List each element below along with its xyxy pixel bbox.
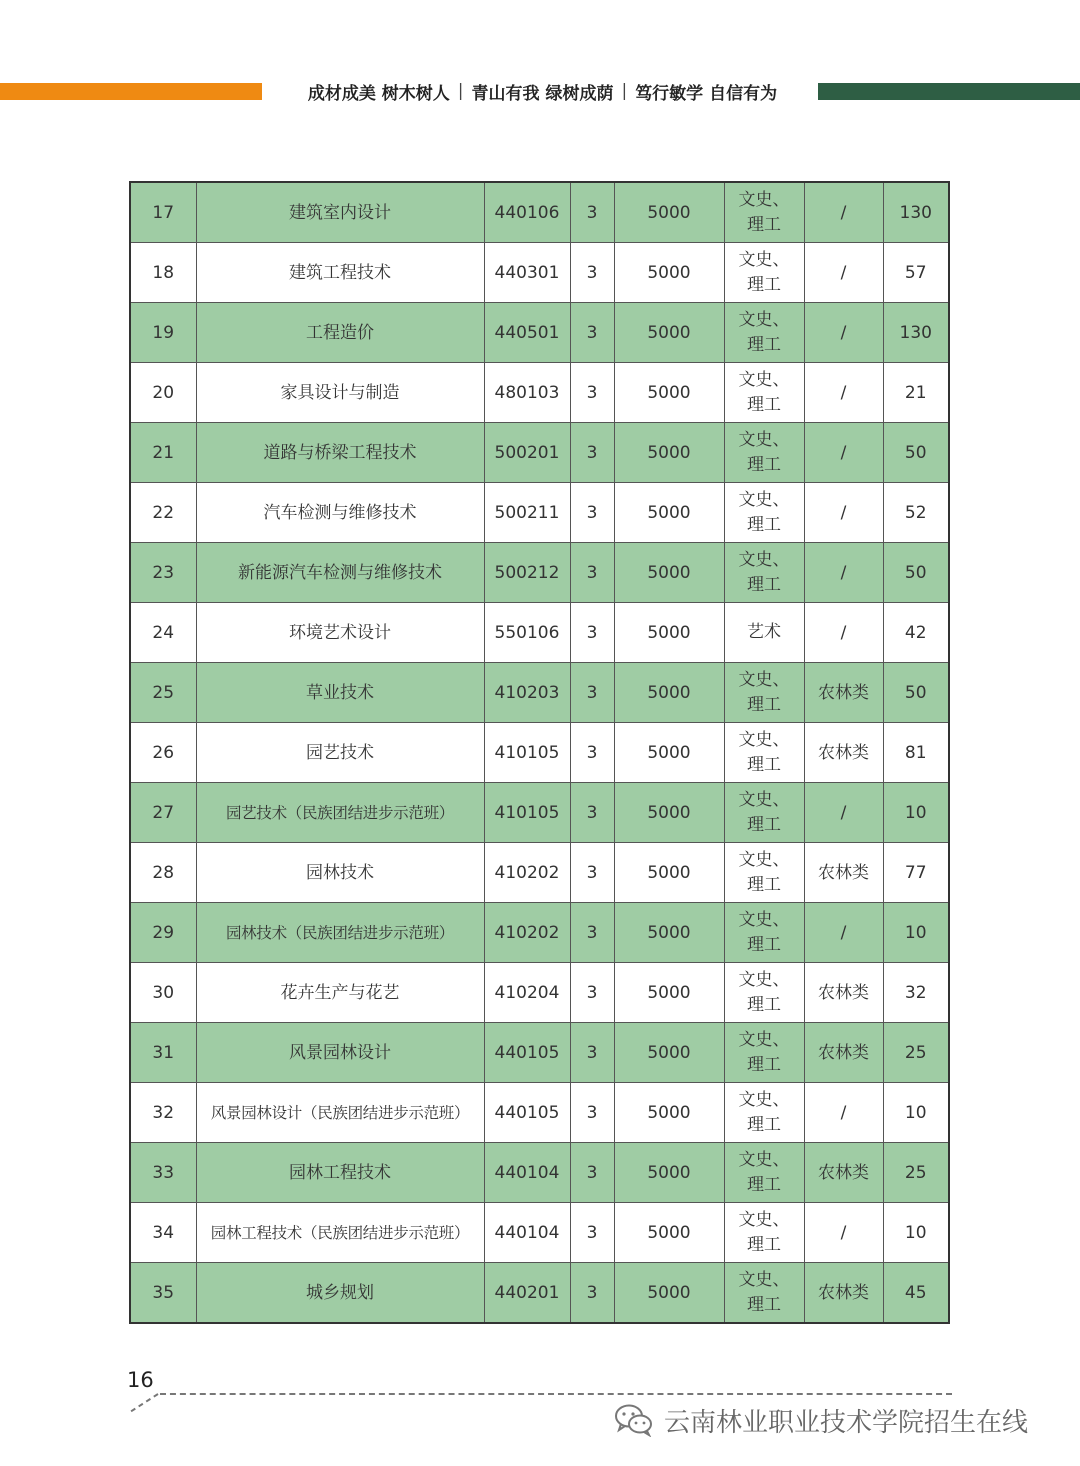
study-years-cell: 3 bbox=[570, 663, 614, 723]
tuition-fee-cell: 5000 bbox=[614, 243, 724, 303]
table-row bbox=[130, 303, 949, 363]
major-code-cell: 410105 bbox=[484, 783, 570, 843]
study-years-cell: 3 bbox=[570, 843, 614, 903]
major-type-cell: / bbox=[804, 783, 883, 843]
major-name-cell: 园林工程技术（民族团结进步示范班） bbox=[196, 1203, 484, 1263]
majors-table bbox=[129, 181, 950, 1324]
enrollment-quota-cell: 50 bbox=[883, 543, 949, 603]
table-row bbox=[130, 1203, 949, 1263]
major-type-cell: / bbox=[804, 1083, 883, 1143]
study-years-cell: 3 bbox=[570, 423, 614, 483]
subject-category-cell: 文史、 理工 bbox=[724, 1143, 804, 1203]
table-row bbox=[130, 363, 949, 423]
table-row bbox=[130, 483, 949, 543]
study-years-cell: 3 bbox=[570, 903, 614, 963]
enrollment-quota-cell: 50 bbox=[883, 423, 949, 483]
study-years-cell: 3 bbox=[570, 1083, 614, 1143]
table-row bbox=[130, 182, 949, 243]
tuition-fee-cell: 5000 bbox=[614, 843, 724, 903]
enrollment-quota-cell: 10 bbox=[883, 1083, 949, 1143]
major-type-cell: 农林类 bbox=[804, 843, 883, 903]
tuition-fee-cell: 5000 bbox=[614, 423, 724, 483]
study-years-cell: 3 bbox=[570, 723, 614, 783]
tuition-fee-cell: 5000 bbox=[614, 182, 724, 243]
study-years-cell: 3 bbox=[570, 483, 614, 543]
major-name-cell: 道路与桥梁工程技术 bbox=[196, 423, 484, 483]
slogan-part-3: 笃行敏学 自信有为 bbox=[635, 83, 778, 104]
major-code-cell: 480103 bbox=[484, 363, 570, 423]
major-name-cell: 园林工程技术 bbox=[196, 1143, 484, 1203]
table-row bbox=[130, 663, 949, 723]
major-code-cell: 500212 bbox=[484, 543, 570, 603]
enrollment-quota-cell: 21 bbox=[883, 363, 949, 423]
enrollment-quota-cell: 10 bbox=[883, 783, 949, 843]
table-row bbox=[130, 1083, 949, 1143]
major-code-cell: 410202 bbox=[484, 903, 570, 963]
tuition-fee-cell: 5000 bbox=[614, 663, 724, 723]
tuition-fee-cell: 5000 bbox=[614, 363, 724, 423]
footer-credit-text: 云南林业职业技术学院招生在线 bbox=[664, 1407, 1029, 1438]
major-code-cell: 550106 bbox=[484, 603, 570, 663]
enrollment-quota-cell: 42 bbox=[883, 603, 949, 663]
study-years-cell: 3 bbox=[570, 1263, 614, 1324]
major-code-cell: 500211 bbox=[484, 483, 570, 543]
major-code-cell: 440104 bbox=[484, 1143, 570, 1203]
row-number-cell: 32 bbox=[130, 1083, 196, 1143]
row-number-cell: 23 bbox=[130, 543, 196, 603]
major-name-cell: 新能源汽车检测与维修技术 bbox=[196, 543, 484, 603]
study-years-cell: 3 bbox=[570, 303, 614, 363]
header-slogan bbox=[270, 76, 815, 106]
major-name-cell: 风景园林设计 bbox=[196, 1023, 484, 1083]
slogan-part-1: 成材成美 树木树人 bbox=[307, 83, 450, 104]
row-number-cell: 33 bbox=[130, 1143, 196, 1203]
row-number-cell: 22 bbox=[130, 483, 196, 543]
major-type-cell: / bbox=[804, 1203, 883, 1263]
major-type-cell: 农林类 bbox=[804, 1023, 883, 1083]
major-name-cell: 建筑室内设计 bbox=[196, 182, 484, 243]
subject-category-cell: 文史、 理工 bbox=[724, 723, 804, 783]
tuition-fee-cell: 5000 bbox=[614, 1203, 724, 1263]
row-number-cell: 19 bbox=[130, 303, 196, 363]
subject-category-cell: 文史、 理工 bbox=[724, 303, 804, 363]
enrollment-quota-cell: 81 bbox=[883, 723, 949, 783]
major-name-cell: 家具设计与制造 bbox=[196, 363, 484, 423]
slogan-separator: | bbox=[621, 81, 628, 101]
slogan-separator: | bbox=[457, 81, 464, 101]
major-name-cell: 园林技术 bbox=[196, 843, 484, 903]
major-type-cell: 农林类 bbox=[804, 963, 883, 1023]
study-years-cell: 3 bbox=[570, 1023, 614, 1083]
major-code-cell: 440106 bbox=[484, 182, 570, 243]
subject-category-cell: 文史、 理工 bbox=[724, 1083, 804, 1143]
slogan-part-2: 青山有我 绿树成荫 bbox=[471, 83, 614, 104]
subject-category-cell: 文史、 理工 bbox=[724, 843, 804, 903]
major-type-cell: 农林类 bbox=[804, 723, 883, 783]
major-code-cell: 440301 bbox=[484, 243, 570, 303]
row-number-cell: 31 bbox=[130, 1023, 196, 1083]
table-row bbox=[130, 1143, 949, 1203]
study-years-cell: 3 bbox=[570, 603, 614, 663]
major-code-cell: 440201 bbox=[484, 1263, 570, 1324]
enrollment-quota-cell: 130 bbox=[883, 182, 949, 243]
major-name-cell: 工程造价 bbox=[196, 303, 484, 363]
subject-category-cell: 文史、 理工 bbox=[724, 182, 804, 243]
row-number-cell: 17 bbox=[130, 182, 196, 243]
major-name-cell: 汽车检测与维修技术 bbox=[196, 483, 484, 543]
table-row bbox=[130, 963, 949, 1023]
row-number-cell: 24 bbox=[130, 603, 196, 663]
subject-category-cell: 文史、 理工 bbox=[724, 1263, 804, 1324]
major-name-cell: 环境艺术设计 bbox=[196, 603, 484, 663]
table-row bbox=[130, 423, 949, 483]
subject-category-cell: 文史、 理工 bbox=[724, 1023, 804, 1083]
subject-category-cell: 文史、 理工 bbox=[724, 783, 804, 843]
footer-dashed-line bbox=[160, 1393, 952, 1395]
subject-category-cell: 文史、 理工 bbox=[724, 423, 804, 483]
major-type-cell: 农林类 bbox=[804, 663, 883, 723]
subject-category-cell: 文史、 理工 bbox=[724, 1203, 804, 1263]
major-name-cell: 园艺技术（民族团结进步示范班） bbox=[196, 783, 484, 843]
table-row bbox=[130, 843, 949, 903]
table-row bbox=[130, 723, 949, 783]
study-years-cell: 3 bbox=[570, 1143, 614, 1203]
tuition-fee-cell: 5000 bbox=[614, 783, 724, 843]
enrollment-quota-cell: 25 bbox=[883, 1143, 949, 1203]
enrollment-quota-cell: 25 bbox=[883, 1023, 949, 1083]
major-type-cell: / bbox=[804, 483, 883, 543]
major-code-cell: 410203 bbox=[484, 663, 570, 723]
major-type-cell: / bbox=[804, 903, 883, 963]
subject-category-cell: 艺术 bbox=[724, 603, 804, 663]
table-row bbox=[130, 1023, 949, 1083]
major-code-cell: 440105 bbox=[484, 1083, 570, 1143]
tuition-fee-cell: 5000 bbox=[614, 303, 724, 363]
tuition-fee-cell: 5000 bbox=[614, 1143, 724, 1203]
major-type-cell: / bbox=[804, 363, 883, 423]
tuition-fee-cell: 5000 bbox=[614, 1023, 724, 1083]
row-number-cell: 29 bbox=[130, 903, 196, 963]
major-type-cell: / bbox=[804, 243, 883, 303]
header-orange-bar bbox=[0, 83, 262, 100]
row-number-cell: 28 bbox=[130, 843, 196, 903]
row-number-cell: 35 bbox=[130, 1263, 196, 1324]
enrollment-quota-cell: 32 bbox=[883, 963, 949, 1023]
major-name-cell: 建筑工程技术 bbox=[196, 243, 484, 303]
subject-category-cell: 文史、 理工 bbox=[724, 543, 804, 603]
major-type-cell: 农林类 bbox=[804, 1263, 883, 1324]
row-number-cell: 26 bbox=[130, 723, 196, 783]
major-code-cell: 410202 bbox=[484, 843, 570, 903]
enrollment-quota-cell: 50 bbox=[883, 663, 949, 723]
major-name-cell: 花卉生产与花艺 bbox=[196, 963, 484, 1023]
enrollment-quota-cell: 130 bbox=[883, 303, 949, 363]
major-code-cell: 440501 bbox=[484, 303, 570, 363]
row-number-cell: 25 bbox=[130, 663, 196, 723]
row-number-cell: 18 bbox=[130, 243, 196, 303]
study-years-cell: 3 bbox=[570, 363, 614, 423]
row-number-cell: 20 bbox=[130, 363, 196, 423]
study-years-cell: 3 bbox=[570, 243, 614, 303]
major-code-cell: 500201 bbox=[484, 423, 570, 483]
major-code-cell: 410204 bbox=[484, 963, 570, 1023]
table-row bbox=[130, 603, 949, 663]
tuition-fee-cell: 5000 bbox=[614, 543, 724, 603]
enrollment-quota-cell: 77 bbox=[883, 843, 949, 903]
enrollment-quota-cell: 10 bbox=[883, 903, 949, 963]
table-row bbox=[130, 783, 949, 843]
row-number-cell: 21 bbox=[130, 423, 196, 483]
tuition-fee-cell: 5000 bbox=[614, 483, 724, 543]
tuition-fee-cell: 5000 bbox=[614, 1083, 724, 1143]
page-number: 16 bbox=[127, 1368, 154, 1392]
study-years-cell: 3 bbox=[570, 1203, 614, 1263]
major-type-cell: / bbox=[804, 543, 883, 603]
footer-dash-corner bbox=[128, 1392, 162, 1414]
study-years-cell: 3 bbox=[570, 543, 614, 603]
row-number-cell: 34 bbox=[130, 1203, 196, 1263]
enrollment-quota-cell: 52 bbox=[883, 483, 949, 543]
enrollment-quota-cell: 57 bbox=[883, 243, 949, 303]
major-type-cell: / bbox=[804, 303, 883, 363]
subject-category-cell: 文史、 理工 bbox=[724, 963, 804, 1023]
major-name-cell: 草业技术 bbox=[196, 663, 484, 723]
table-row bbox=[130, 243, 949, 303]
enrollment-quota-cell: 45 bbox=[883, 1263, 949, 1324]
major-name-cell: 园林技术（民族团结进步示范班） bbox=[196, 903, 484, 963]
major-code-cell: 440105 bbox=[484, 1023, 570, 1083]
major-type-cell: / bbox=[804, 603, 883, 663]
major-code-cell: 410105 bbox=[484, 723, 570, 783]
major-name-cell: 园艺技术 bbox=[196, 723, 484, 783]
study-years-cell: 3 bbox=[570, 783, 614, 843]
tuition-fee-cell: 5000 bbox=[614, 723, 724, 783]
major-type-cell: / bbox=[804, 423, 883, 483]
enrollment-quota-cell: 10 bbox=[883, 1203, 949, 1263]
subject-category-cell: 文史、 理工 bbox=[724, 903, 804, 963]
header-green-bar bbox=[818, 83, 1080, 100]
subject-category-cell: 文史、 理工 bbox=[724, 483, 804, 543]
tuition-fee-cell: 5000 bbox=[614, 603, 724, 663]
row-number-cell: 30 bbox=[130, 963, 196, 1023]
table-row bbox=[130, 903, 949, 963]
subject-category-cell: 文史、 理工 bbox=[724, 363, 804, 423]
major-name-cell: 城乡规划 bbox=[196, 1263, 484, 1324]
major-type-cell: / bbox=[804, 182, 883, 243]
major-name-cell: 风景园林设计（民族团结进步示范班） bbox=[196, 1083, 484, 1143]
wechat-icon bbox=[614, 1403, 654, 1437]
tuition-fee-cell: 5000 bbox=[614, 1263, 724, 1324]
major-type-cell: 农林类 bbox=[804, 1143, 883, 1203]
tuition-fee-cell: 5000 bbox=[614, 903, 724, 963]
study-years-cell: 3 bbox=[570, 182, 614, 243]
subject-category-cell: 文史、 理工 bbox=[724, 663, 804, 723]
major-code-cell: 440104 bbox=[484, 1203, 570, 1263]
subject-category-cell: 文史、 理工 bbox=[724, 243, 804, 303]
study-years-cell: 3 bbox=[570, 963, 614, 1023]
majors-table-body bbox=[130, 182, 949, 1323]
footer-credit bbox=[614, 1400, 1054, 1440]
tuition-fee-cell: 5000 bbox=[614, 963, 724, 1023]
table-row bbox=[130, 543, 949, 603]
row-number-cell: 27 bbox=[130, 783, 196, 843]
table-row bbox=[130, 1263, 949, 1324]
